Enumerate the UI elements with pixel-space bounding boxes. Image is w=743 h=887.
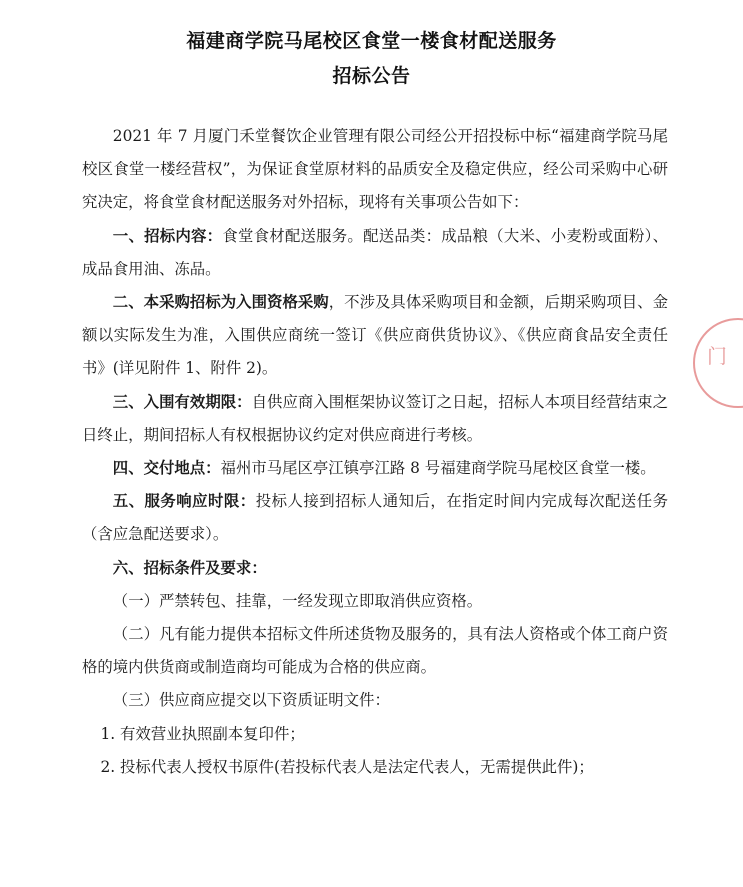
section-3 xyxy=(82,386,668,452)
intro-paragraph: 2021 年 7 月厦门禾堂餐饮企业管理有限公司经公开招投标中标“福建商学院马尾校区食堂一楼经营权”，为保证食堂原材料的品质安全及稳定供应，经公司采购中心研究决定，将食堂食材配送服务对外招标，现将有关事项公告如下： xyxy=(82,127,668,212)
section-label: 四、交付地点： xyxy=(112,459,221,478)
section-label: 六、招标条件及要求： xyxy=(112,558,267,577)
section-text: 食堂食材配送服务。配送品类：成品粮（大米、小麦粉或面粉）、成品食用油、冻品。 xyxy=(82,226,668,278)
section-text: 自供应商入围框架协议签订之日起，招标人本项目经营结束之日终止，期间招标人有权根据协议约定对供应商进行考核。 xyxy=(82,392,668,444)
section-label: 一、招标内容： xyxy=(112,226,223,245)
section-text: 福州市马尾区亭江镇亭江路 8 号福建商学院马尾校区食堂一楼。 xyxy=(220,459,656,478)
section-6 xyxy=(82,552,668,585)
section-1 xyxy=(82,220,668,286)
section-text: 投标人接到招标人通知后，在指定时间内完成每次配送任务（含应急配送要求）。 xyxy=(82,492,668,544)
section-2 xyxy=(82,286,668,386)
document-item-2: 2. 投标代表人授权书原件(若投标代表人是法定代表人，无需提供此件)； xyxy=(100,757,594,776)
condition-2: （二）凡有能力提供本招标文件所述货物及服务的，具有法人资格或个体工商户资格的境内供货商或制造商均可能成为合格的供应商。 xyxy=(82,625,668,677)
condition-1: （一）严禁转包、挂靠，一经发现立即取消供应资格。 xyxy=(112,591,483,610)
section-label: 二、本采购招标为入围资格采购 xyxy=(112,293,329,312)
document-body xyxy=(82,120,668,784)
section-4 xyxy=(82,452,668,485)
document-title: 福建商学院马尾校区食堂一楼食材配送服务 xyxy=(186,30,557,52)
document-item-1: 1. 有效营业执照副本复印件； xyxy=(100,724,305,743)
section-label: 五、服务响应时限： xyxy=(112,492,256,511)
seal-char: 门 xyxy=(707,344,727,368)
section-text: ，不涉及具体采购项目和金额，后期采购项目、金额以实际发生为准，入围供应商统一签订《供应商供货协议》、《供应商食品安全责任书》(详见附件 1、附件 2)。 xyxy=(82,293,668,378)
official-seal-stamp xyxy=(693,318,743,408)
document-subtitle: 招标公告 xyxy=(332,65,411,87)
section-5 xyxy=(82,485,668,551)
condition-3: （三）供应商应提交以下资质证明文件： xyxy=(112,691,390,710)
section-label: 三、入围有效期限： xyxy=(112,392,252,411)
